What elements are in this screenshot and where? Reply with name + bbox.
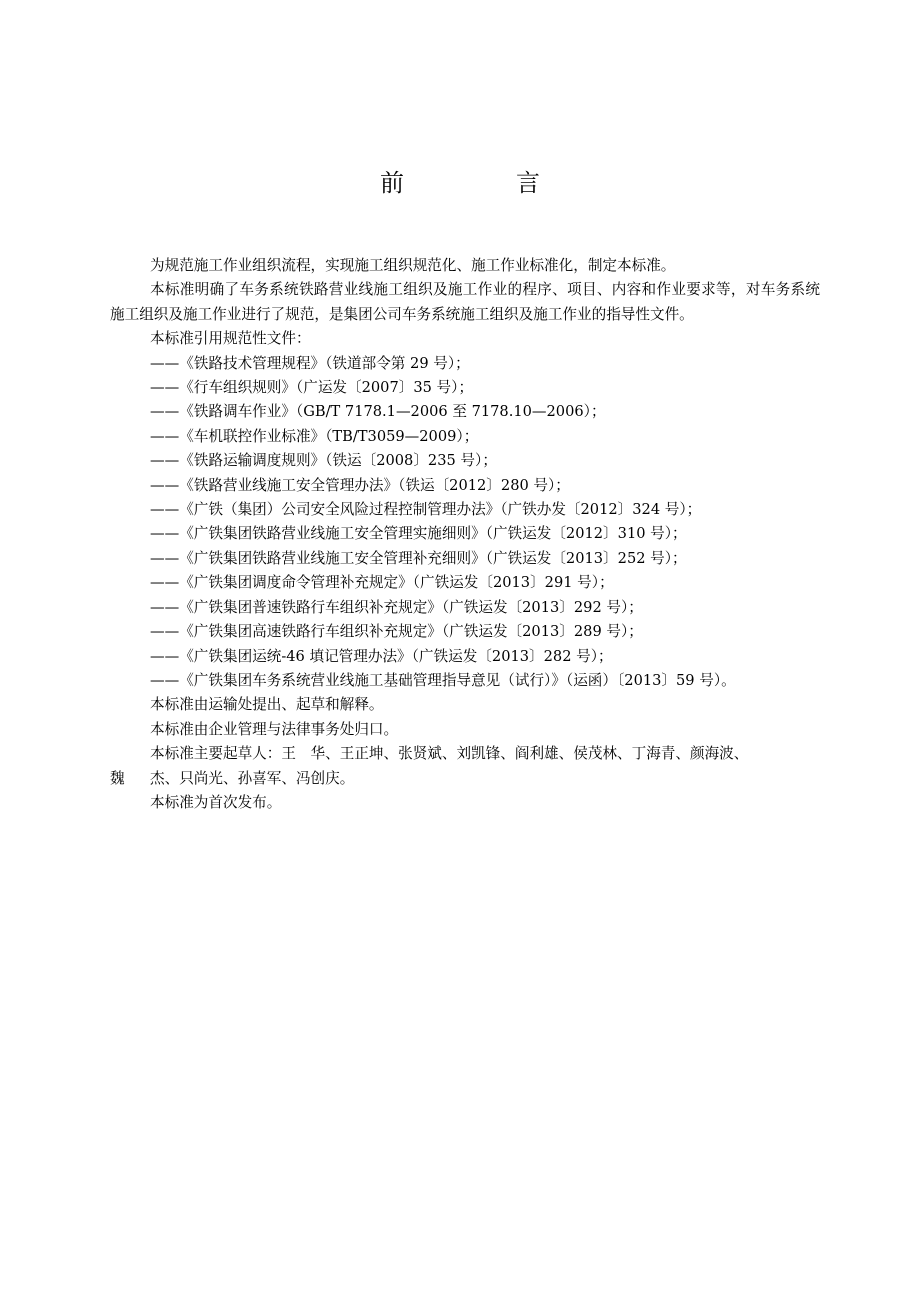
- reference-item: ——《广铁集团车务系统营业线施工基础管理指导意见（试行）》（运函）〔2013〕59 号）。: [150, 671, 736, 689]
- reference-item: ——《铁路调车作业》（GB/T 7178.1—2006 至 7178.10—2006）；: [150, 403, 606, 421]
- reference-item: ——《铁路营业线施工安全管理办法》（铁运〔2012〕280 号）；: [150, 476, 570, 494]
- release-paragraph: 本标准为首次发布。: [150, 793, 282, 811]
- proposer-paragraph: 本标准由运输处提出、起草和解释。: [150, 696, 384, 714]
- reference-item: ——《车机联控作业标准》（TB/T3059—2009）；: [150, 427, 479, 445]
- reference-item: ——《广铁集团铁路营业线施工安全管理实施细则》（广铁运发〔2012〕310 号）；: [150, 525, 687, 543]
- drafters-line-2-lead: 魏: [110, 769, 125, 787]
- references-intro: 本标准引用规范性文件：: [150, 330, 311, 348]
- preface-body: [110, 254, 820, 815]
- reference-item: ——《广铁集团运统-46 填记管理办法》（广铁运发〔2013〕282 号）；: [150, 647, 613, 665]
- reference-item: ——《行车组织规则》（广运发〔2007〕35 号）；: [150, 379, 474, 397]
- drafters-line-1: 本标准主要起草人：王 华、王正坤、张贤斌、刘凯锋、阎利雄、侯茂林、丁海青、颜海波、: [150, 745, 749, 763]
- reference-item: ——《广铁（集团）公司安全风险过程控制管理办法》（广铁办发〔2012〕324 号）；: [150, 501, 702, 519]
- reference-item: ——《广铁集团高速铁路行车组织补充规定》（广铁运发〔2013〕289 号）；: [150, 623, 643, 641]
- drafters-paragraph: [110, 742, 820, 791]
- drafters-line-2-text: 杰、只尚光、孙喜军、冯创庆。: [150, 769, 355, 787]
- drafters-line-2: [110, 767, 820, 791]
- reference-item: ——《广铁集团调度命令管理补充规定》（广铁运发〔2013〕291 号）；: [150, 574, 614, 592]
- reference-item: ——《铁路运输调度规则》（铁运〔2008〕235 号）；: [150, 452, 497, 470]
- reference-item: ——《广铁集团铁路营业线施工安全管理补充细则》（广铁运发〔2013〕252 号）；: [150, 549, 687, 567]
- references-list: [110, 352, 820, 694]
- page-title: 前 言: [380, 169, 584, 197]
- reference-item: ——《铁路技术管理规程》（铁道部令第 29 号）；: [150, 354, 470, 372]
- owner-paragraph: 本标准由企业管理与法律事务处归口。: [150, 720, 399, 738]
- reference-item: ——《广铁集团普速铁路行车组织补充规定》（广铁运发〔2013〕292 号）；: [150, 598, 643, 616]
- scope-paragraph: 本标准明确了车务系统铁路营业线施工组织及施工作业的程序、项目、内容和作业要求等，对车务系统施工组织及施工作业进行了规范，是集团公司车务系统施工组织及施工作业的指导性文件。: [110, 281, 820, 323]
- intro-paragraph: 为规范施工作业组织流程，实现施工组织规范化、施工作业标准化，制定本标准。: [150, 257, 676, 274]
